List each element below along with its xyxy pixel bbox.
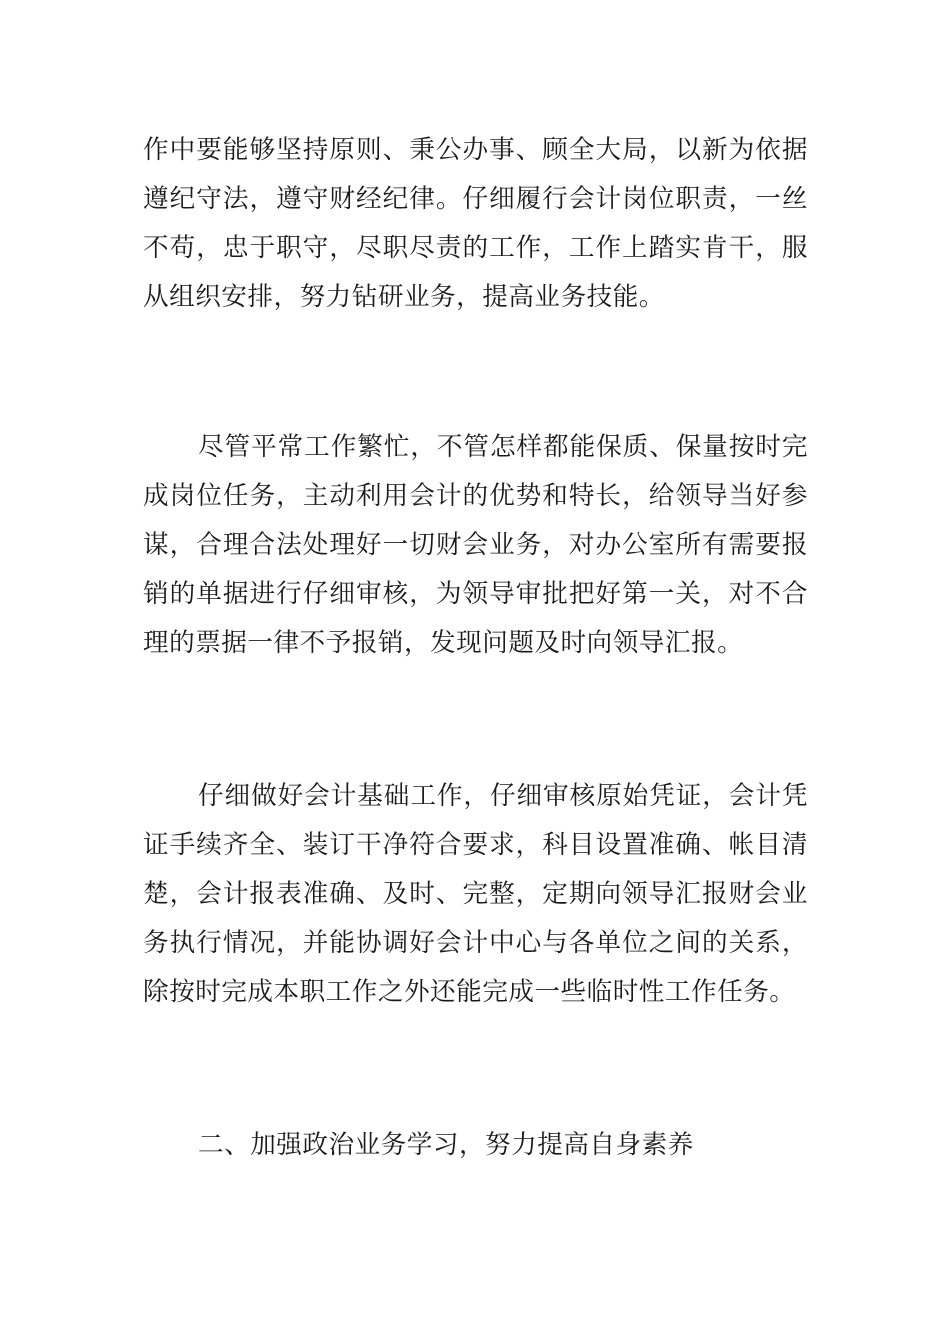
paragraph-1: 作中要能够坚持原则、秉公办事、顾全大局，以新为依据遵纪守法，遵守财经纪律。仔细履行会计岗位职责，一丝不苟，忠于职守，尽职尽责的工作，工作上踏实肯干，服从组织安排，努力钻研业务，提高业务技能。 — [143, 135, 808, 312]
paragraph-2: 尽管平常工作繁忙，不管怎样都能保质、保量按时完成岗位任务，主动利用会计的优势和特长，给领导当好参谋，合理合法处理好一切财会业务，对办公室所有需要报销的单据进行仔细审核，为领导审批把好第一关，对不合理的票据一律不予报销，发现问题及时向领导汇报。 — [143, 432, 808, 658]
paragraph-3: 仔细做好会计基础工作，仔细审核原始凭证，会计凭证手续齐全、装订干净符合要求，科目设置准确、帐目清楚，会计报表准确、及时、完整，定期向领导汇报财会业务执行情况，并能协调好会计中心与各单位之间的关系，除按时完成本职工作之外还能完成一些临时性工作任务。 — [143, 781, 808, 1007]
section-heading: 二、加强政治业务学习，努力提高自身素养 — [198, 1130, 694, 1160]
